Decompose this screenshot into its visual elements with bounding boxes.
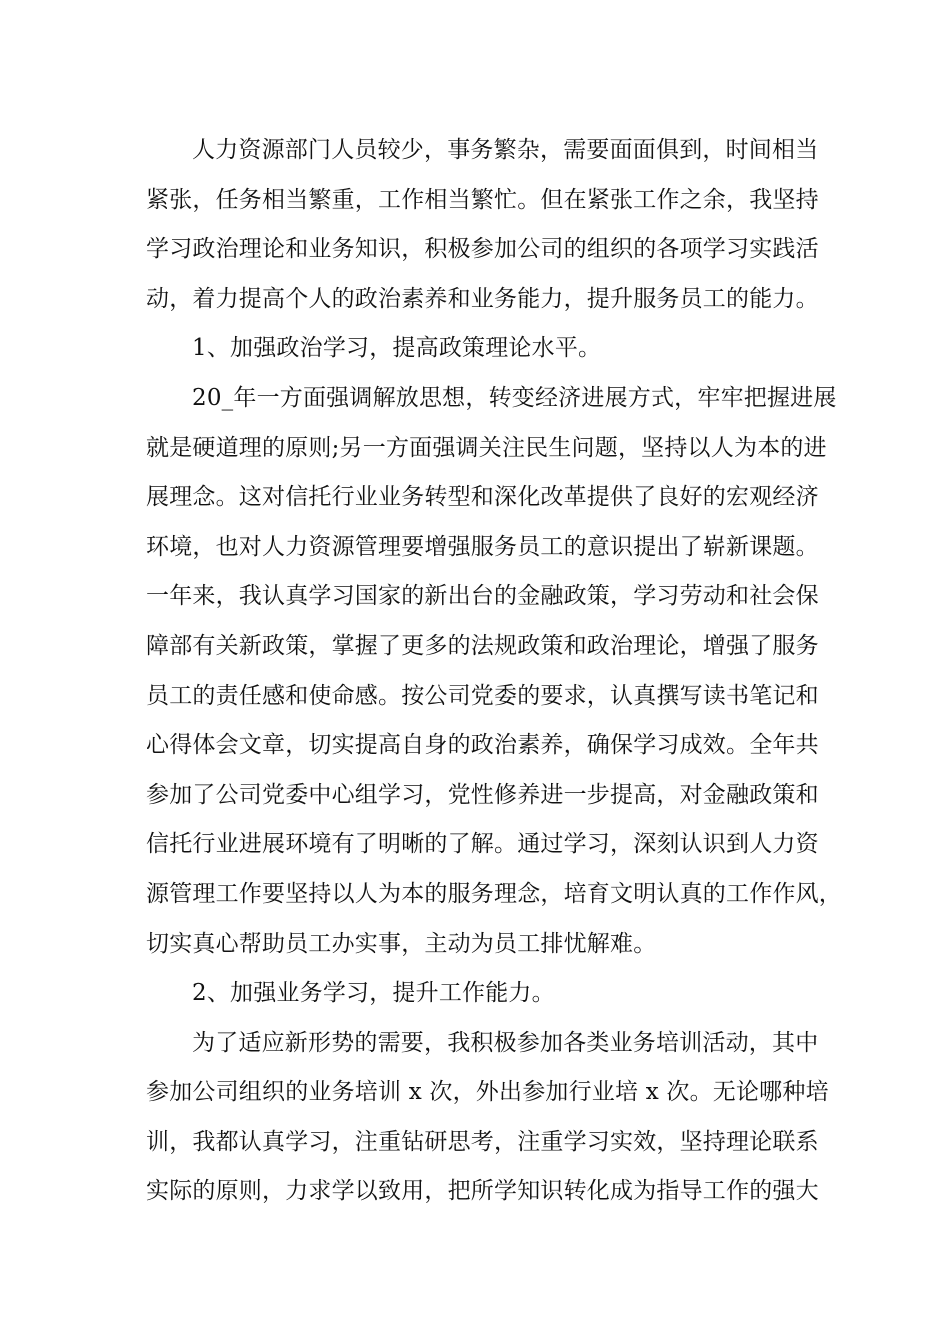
text-line: 环境，也对人力资源管理要增强服务员工的意识提出了崭新课题。 [146, 533, 819, 560]
text-line: 参加公司组织的业务培训 x 次，外出参加行业培 x 次。无论哪种培 [146, 1079, 829, 1106]
section-heading: 1、加强政治学习，提高政策理论水平。 [192, 335, 602, 362]
text-line: 就是硬道理的原则;另一方面强调关注民生问题，坚持以人为本的进 [146, 434, 827, 461]
text-line: 动，着力提高个人的政治素养和业务能力，提升服务员工的能力。 [146, 285, 819, 312]
text-line: 紧张，任务相当繁重，工作相当繁忙。但在紧张工作之余，我坚持 [146, 186, 819, 213]
text-line: 人力资源部门人员较少，事务繁杂，需要面面俱到，时间相当 [192, 137, 819, 163]
text-line: 切实真心帮助员工办实事，主动为员工排忧解难。 [146, 930, 657, 957]
text-line: 参加了公司党委中心组学习，党性修养进一步提高，对金融政策和 [146, 781, 819, 808]
text-line: 实际的原则，力求学以致用，把所学知识转化成为指导工作的强大 [146, 1178, 819, 1205]
text-line: 一年来，我认真学习国家的新出台的金融政策，学习劳动和社会保 [146, 583, 819, 610]
text-line: 学习政治理论和业务知识，积极参加公司的组织的各项学习实践活 [146, 236, 819, 263]
text-line: 员工的责任感和使命感。按公司党委的要求，认真撰写读书笔记和 [146, 682, 819, 709]
text-line: 心得体会文章，切实提高自身的政治素养，确保学习成效。全年共 [146, 732, 819, 759]
text-line: 20_年一方面强调解放思想，转变经济进展方式，牢牢把握进展 [192, 384, 837, 411]
text-line: 为了适应新形势的需要，我积极参加各类业务培训活动，其中 [192, 1029, 819, 1056]
text-line: 信托行业进展环境有了明晰的了解。通过学习，深刻认识到人力资 [146, 831, 819, 858]
text-line: 障部有关新政策，掌握了更多的法规政策和政治理论，增强了服务 [146, 632, 819, 659]
text-line: 展理念。这对信托行业业务转型和深化改革提供了良好的宏观经济 [146, 484, 819, 511]
text-line: 训，我都认真学习，注重钻研思考，注重学习实效，坚持理论联系 [146, 1128, 819, 1155]
document-body [146, 126, 842, 1217]
text-line: 源管理工作要坚持以人为本的服务理念，培育文明认真的工作作风， [146, 880, 842, 907]
section-heading: 2、加强业务学习，提升工作能力。 [192, 980, 555, 1007]
